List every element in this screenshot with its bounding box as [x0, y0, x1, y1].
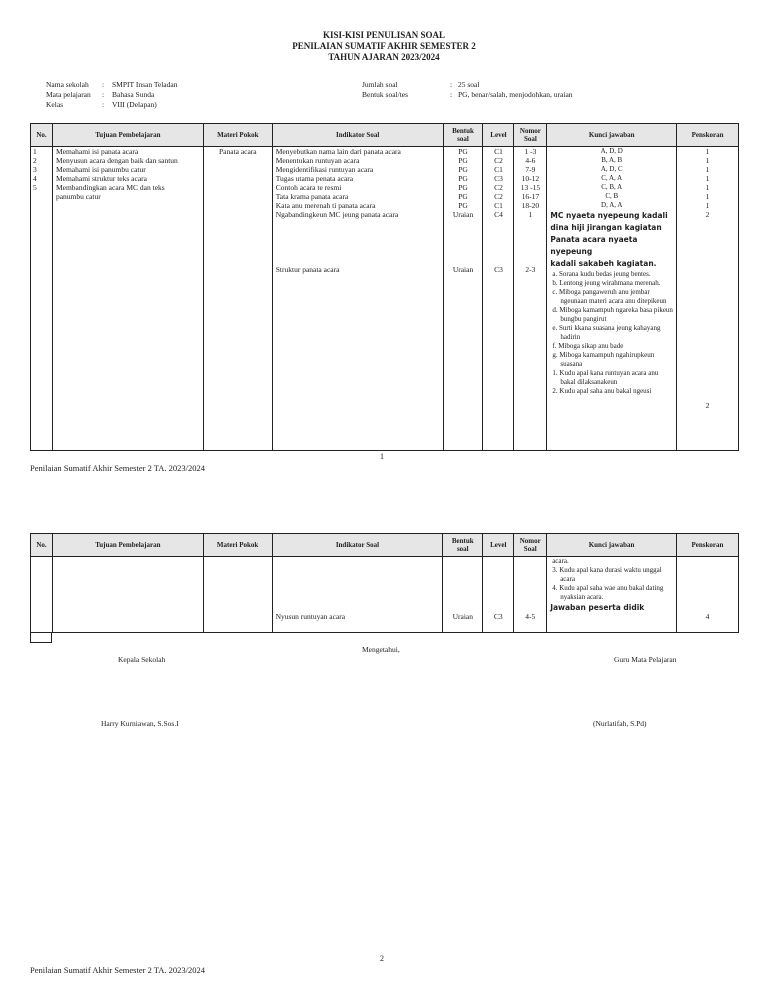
col-no [31, 557, 53, 633]
page-number-1: 1 [380, 452, 384, 461]
title-line-1: KISI-KISI PENULISAN SOAL [322, 30, 446, 40]
skor-item: 1 [705, 147, 710, 156]
col-tujuan [52, 557, 203, 633]
mengetahui: Mengetahui, [362, 645, 400, 654]
colon: : [102, 80, 105, 89]
struktur-answer: e. Surti kkana suasana jeung kahayang hadirin [552, 324, 661, 341]
kunci-item: C, A, A [601, 174, 623, 182]
skor-item: 2 [705, 401, 710, 410]
bentuk-item: Uraian [452, 612, 473, 621]
kunci-item: C, B [605, 192, 619, 200]
col-kunci [547, 147, 677, 451]
col-indikator [272, 557, 443, 633]
skor-item: 2 [705, 210, 710, 219]
header-bentuk: Bentuk soal [443, 124, 483, 147]
nomor-item: 13 -15 [520, 183, 541, 192]
skor-item: 1 [705, 192, 710, 201]
nomor-item: 10-12 [521, 174, 540, 183]
kunci-item: A, D, C [600, 165, 623, 173]
bentuk-item: PG [458, 183, 468, 192]
kunci-item: A, D, D [600, 147, 623, 155]
indikator-item: Kata anu merenah ti panata acara [275, 201, 376, 210]
title-line-2: PENILAIAN SUMATIF AKHIR SEMESTER 2 [292, 41, 476, 51]
nomor-item: 7-9 [525, 165, 536, 174]
indikator-item: Menentukan runtuyan acara [275, 156, 360, 165]
bentuk-item: PG [458, 201, 468, 210]
nomor-item: 1 -3 [524, 147, 537, 156]
skor-item: 1 [705, 156, 710, 165]
kunci-item: B, A, B [601, 156, 623, 164]
row-number: 1 [33, 147, 37, 156]
colon: : [450, 90, 453, 99]
col-penskoran [676, 557, 738, 633]
kunci-line: Jawaban peserta didik [550, 603, 645, 612]
row-number: 4 [33, 174, 37, 183]
colon: : [102, 90, 105, 99]
colon: : [102, 100, 105, 109]
level-item: C3 [494, 265, 503, 274]
kunci-item: C, B, A [601, 183, 623, 191]
struktur-answer: c. Miboga pangaweruh anu jembar ngeunaan materi acara anu ditepikeun [552, 288, 667, 305]
header-materi: Materi Pokok [203, 534, 272, 557]
header-level: Level [483, 534, 514, 557]
indikator-item: Ngabandingkeun MC jeung panata acara [275, 210, 399, 219]
row-number: 5 [33, 183, 37, 192]
kepala-sekolah-name: Harry Kurniawan, S.Sos.I [101, 719, 179, 728]
info-value: 25 soal [458, 80, 480, 89]
skor-item: 1 [705, 183, 710, 192]
indikator-item: Tata krama panata acara [275, 192, 349, 201]
table-header-row [31, 124, 739, 147]
bentuk-item: Uraian [452, 210, 474, 219]
essay-answer-line: MC nyaeta nyepeung kadali [550, 211, 668, 220]
info-left [46, 80, 177, 110]
nomor-item: 16-17 [521, 192, 540, 201]
col-penskoran [677, 147, 739, 451]
col-indikator [272, 147, 443, 451]
kunci-line: acara. [552, 557, 569, 565]
level-item: C1 [494, 165, 503, 174]
skor-item: 4 [705, 612, 710, 621]
col-nomor [514, 147, 547, 451]
indikator-item: Tugas utama penata acara [275, 174, 354, 183]
info-label: Nama sekolah [46, 80, 89, 89]
header-bentuk: Bentuk soal [443, 534, 483, 557]
header-level: Level [483, 124, 514, 147]
header-tujuan: Tujuan Pembelajaran [52, 534, 203, 557]
kisi-kisi-table-page-1 [30, 123, 739, 451]
info-right [362, 80, 573, 100]
col-no [31, 147, 53, 451]
skor-item: 1 [705, 174, 710, 183]
level-item: C2 [494, 156, 503, 165]
col-kunci [547, 557, 677, 633]
col-bentuk [443, 147, 483, 451]
struktur-answer: d. Miboga kamampuh ngareka basa pikeun bungbu pangirut [552, 306, 673, 323]
level-item: C3 [493, 612, 503, 621]
header-kunci: Kunci jawaban [547, 124, 677, 147]
bentuk-item: PG [458, 165, 468, 174]
header-kunci: Kunci jawaban [547, 534, 677, 557]
essay-answer-line: Panata acara nyaeta nyepeung [550, 235, 638, 256]
bentuk-item: PG [458, 156, 468, 165]
col-materi [203, 147, 272, 451]
level-item: C1 [494, 147, 503, 156]
essay-answer-line: kadali sakabeh kagiatan. [550, 259, 657, 268]
header-nomor: Nomor Soal [514, 124, 547, 147]
nomor-item: 2-3 [525, 265, 536, 274]
tujuan-item: Menyusun acara dengan baik dan santun [55, 156, 178, 165]
table-stub [30, 632, 52, 643]
struktur-answer: 2. Kudu apal saha anu bakal ngeusi [552, 387, 652, 395]
level-item: C2 [494, 192, 503, 201]
bentuk-item: Uraian [452, 265, 474, 274]
header-nomor: Nomor Soal [514, 534, 547, 557]
doc-title [0, 30, 768, 63]
kunci-item: D, A, A [601, 201, 623, 209]
header-penskoran: Penskoran [677, 124, 739, 147]
page-footer-2: Penilaian Sumatif Akhir Semester 2 TA. 2023/2024 [30, 965, 206, 975]
col-nomor [514, 557, 547, 633]
table-body-row [31, 557, 739, 633]
info-label: Bentuk soal/tes [362, 90, 409, 99]
info-value: SMPIT Insan Teladan [112, 80, 178, 89]
header-no: No. [31, 124, 53, 147]
bentuk-item: PG [458, 192, 468, 201]
struktur-answer: b. Lentong jeung wirahmana merenah. [552, 279, 661, 287]
header-tujuan: Tujuan Pembelajaran [52, 124, 203, 147]
indikator-item: Contoh acara te resmi [275, 183, 342, 192]
struktur-answer: 1. Kudu apal kana runtuyan acara anu bakal dilaksanakeun [552, 369, 659, 386]
essay-answer-line: dina hiji jirangan kagiatan [550, 223, 662, 232]
header-no: No. [31, 534, 53, 557]
struktur-answer: a. Sorana kudu bedas jeung bentes. [552, 270, 651, 278]
struktur-answer: g. Miboga kamampuh ngahirupkeun suasana [552, 351, 655, 368]
header-materi: Materi Pokok [203, 124, 272, 147]
level-item: C3 [494, 174, 503, 183]
page-footer-1: Penilaian Sumatif Akhir Semester 2 TA. 2023/2024 [30, 463, 206, 473]
kisi-kisi-table-page-2 [30, 533, 739, 633]
nomor-item: 1 [528, 210, 533, 219]
guru-title: Guru Mata Pelajaran [614, 655, 677, 664]
tujuan-item: Membandingkan acara MC dan teks [55, 183, 165, 192]
bentuk-item: PG [458, 174, 468, 183]
kepala-sekolah-title: Kepala Sekolah [118, 655, 166, 664]
col-level [483, 557, 514, 633]
page-number-2: 2 [380, 954, 384, 963]
indikator-item: Mengidentifikasi runtuyan acara [275, 165, 374, 174]
indikator-item: Struktur panata acara [275, 265, 340, 274]
indikator-item: Menyebutkan nama lain dari panata acara [275, 147, 401, 156]
tujuan-item: panumbu catur [55, 192, 101, 201]
row-number: 2 [33, 156, 37, 165]
header-indikator: Indikator Soal [272, 124, 443, 147]
colon: : [450, 80, 453, 89]
info-value: Bahasa Sunda [112, 90, 155, 99]
kunci-line: 4. Kudu apal saha wae anu bakal dating nyaksian acara. [552, 584, 664, 601]
level-item: C4 [494, 210, 503, 219]
header-penskoran: Penskoran [676, 534, 738, 557]
col-level [483, 147, 514, 451]
tujuan-item: Memahami isi panumbu catur [55, 165, 146, 174]
nomor-item: 4-5 [525, 612, 536, 621]
col-tujuan [52, 147, 203, 451]
level-item: C2 [494, 183, 503, 192]
title-line-3: TAHUN AJARAN 2023/2024 [328, 52, 440, 62]
skor-item: 1 [705, 165, 710, 174]
guru-name: (Nurlatifah, S.Pd) [593, 719, 647, 728]
bentuk-item: PG [458, 147, 468, 156]
materi-pokok: Panata acara [218, 147, 257, 156]
tujuan-item: Memahami isi panata acara [55, 147, 139, 156]
col-bentuk [443, 557, 483, 633]
indikator-item: Nyusun runtuyan acara [275, 612, 346, 621]
kunci-line: 3. Kudu apal kana durasi waktu unggal acara [552, 566, 662, 583]
skor-item: 1 [705, 201, 710, 210]
level-item: C1 [494, 201, 503, 210]
info-value: PG, benar/salah, menjodohkan, uraian [458, 90, 573, 99]
nomor-item: 4-6 [525, 156, 536, 165]
info-label: Jumlah soal [362, 80, 398, 89]
table-header-row [31, 534, 739, 557]
info-label: Kelas [46, 100, 64, 109]
nomor-item: 18-20 [521, 201, 540, 210]
col-materi [203, 557, 272, 633]
header-indikator: Indikator Soal [272, 534, 443, 557]
table-body-row [31, 147, 739, 451]
info-label: Mata pelajaran [46, 90, 91, 99]
row-number: 3 [33, 165, 37, 174]
info-value: VIII (Delapan) [112, 100, 157, 109]
tujuan-item: Memahami struktur teks acara [55, 174, 147, 183]
struktur-answer: f. Miboga sikap anu bade [552, 342, 624, 350]
